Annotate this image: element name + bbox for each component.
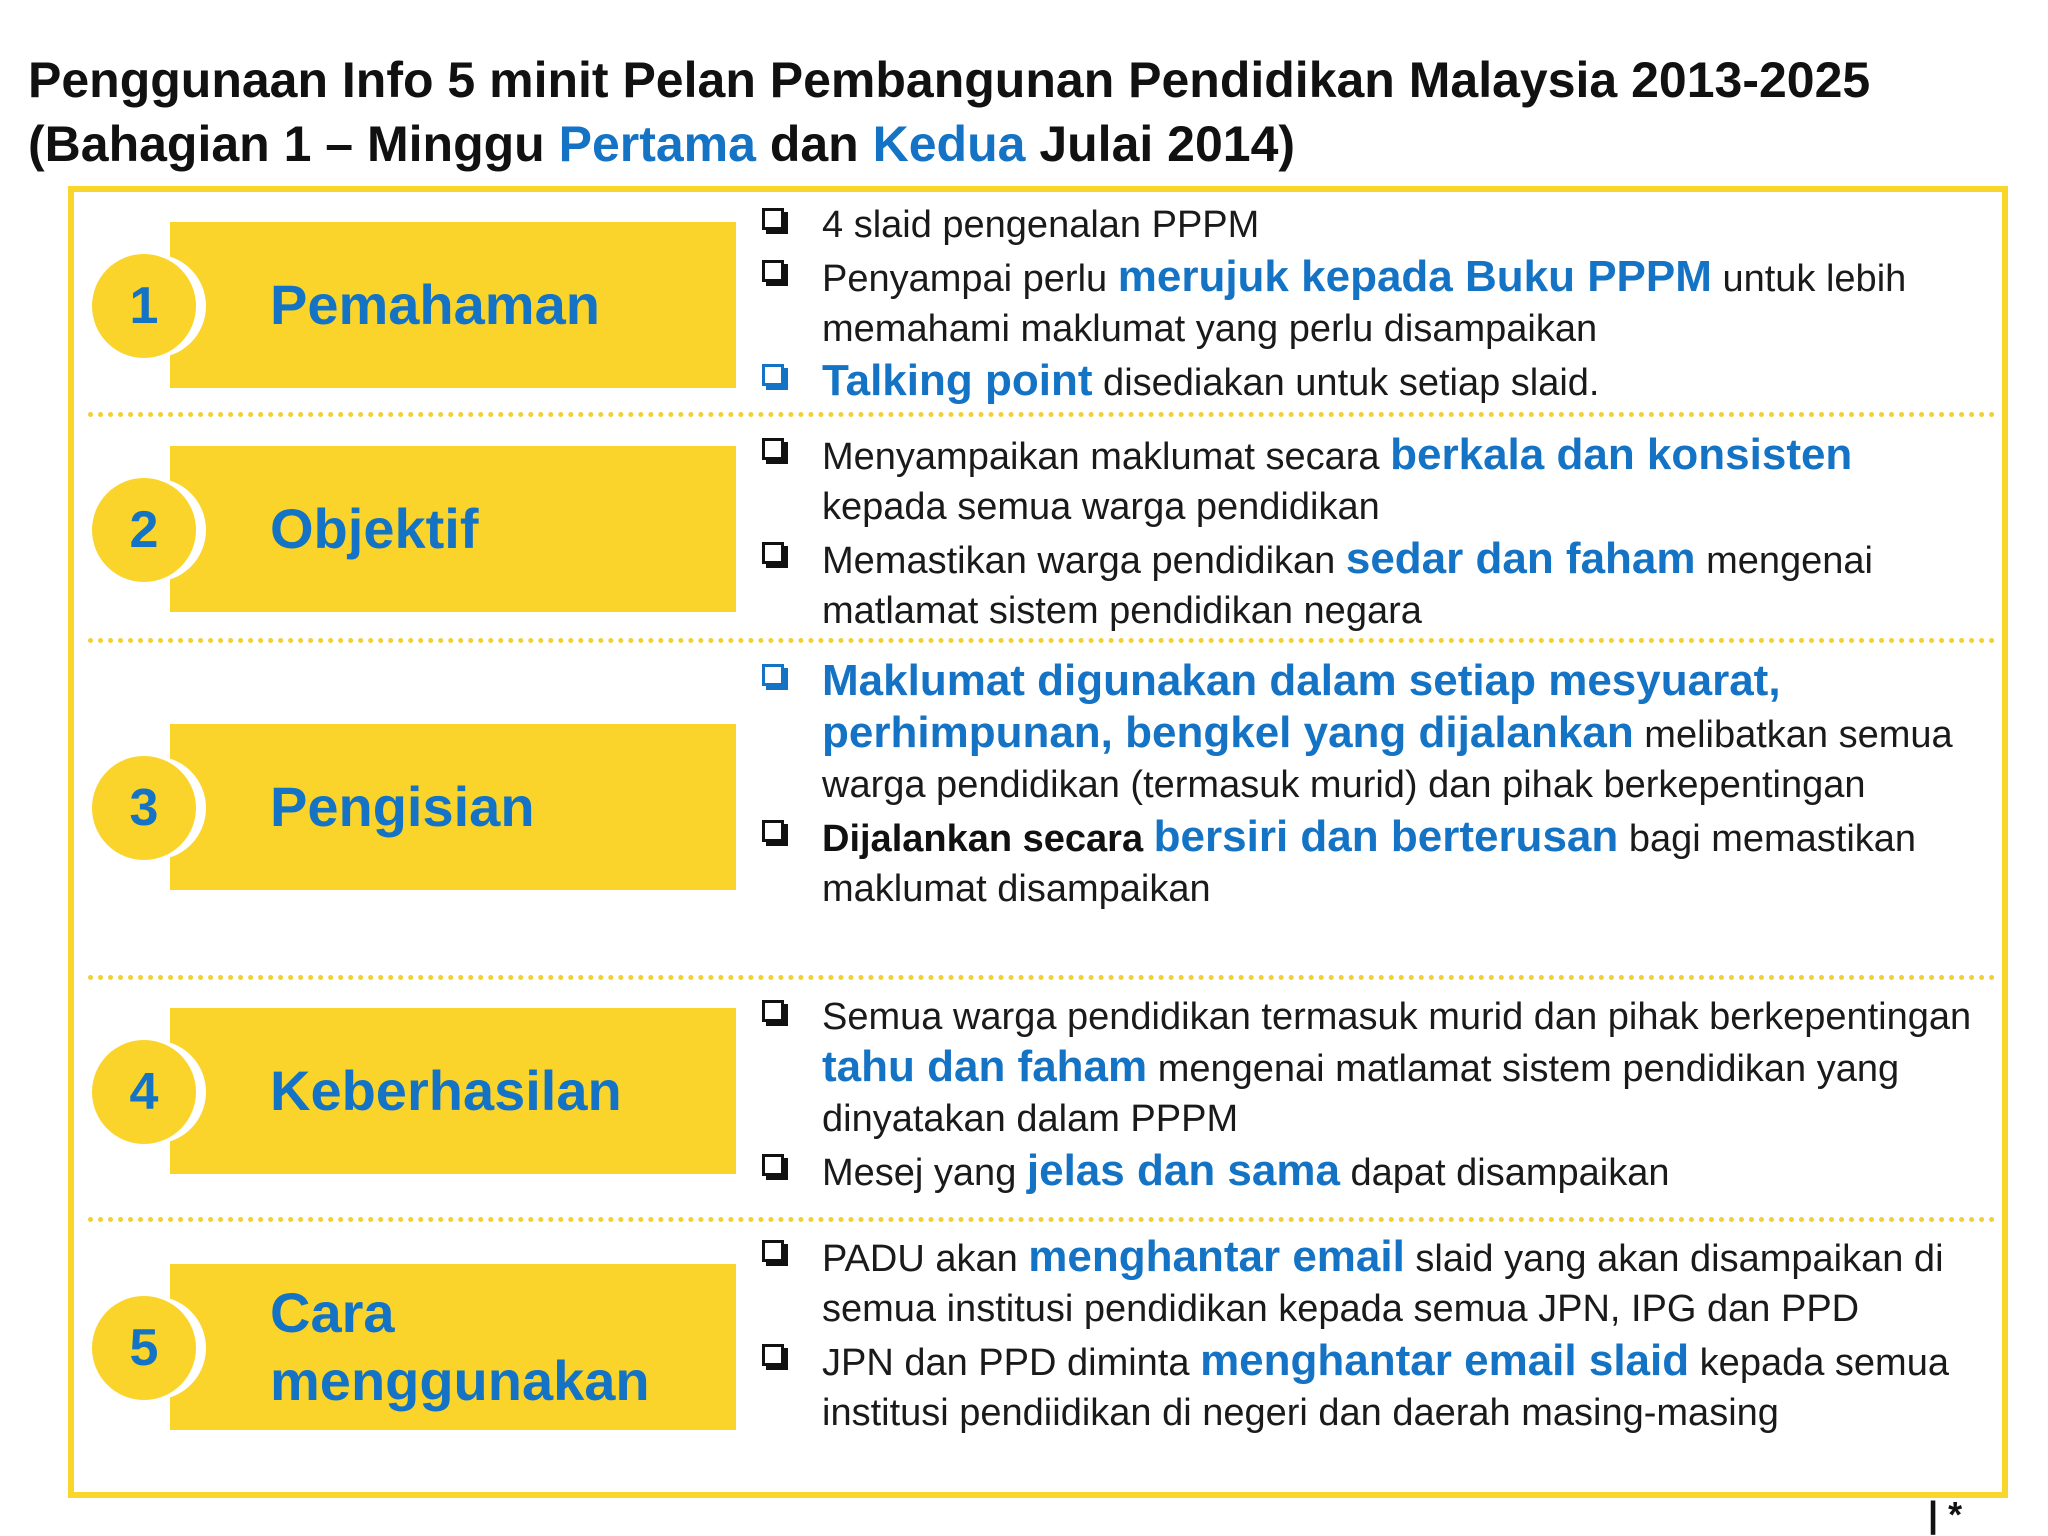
bullet-highlight: merujuk kepada Buku PPPM [1117, 252, 1712, 301]
checkbox-bullet-icon [762, 438, 784, 460]
section-number-badge: 2 [92, 478, 196, 582]
checkbox-bullet-icon [762, 1344, 784, 1366]
bullet-bold-text: Dijalankan secara [822, 818, 1154, 860]
bullet-text: disediakan untuk setiap slaid. [1092, 362, 1600, 404]
bullet-highlight: Maklumat digunakan dalam setiap mesyuarat, perhimpunan, bengkel yang dijalankan [822, 656, 1781, 757]
title-highlight-week-2: Kedua [872, 116, 1026, 172]
section-label-box [170, 446, 736, 612]
section-divider [88, 1217, 1996, 1222]
section-label: Objektif [270, 497, 479, 560]
bullet-item [760, 252, 1985, 354]
section-label-box [170, 222, 736, 388]
section-divider [88, 975, 1996, 980]
bullet-text: bagi memastikan maklumat disampaikan [822, 818, 1917, 910]
bullet-text: mengenai matlamat sistem pendidikan negara [822, 540, 1873, 632]
bullet-text: untuk lebih memahami maklumat yang perlu disampaikan [822, 258, 1907, 350]
bullet-item [760, 992, 1985, 1144]
title-text-3: Julai 2014) [1025, 116, 1296, 172]
bullet-text: kepada semua warga pendidikan [822, 486, 1380, 528]
section-number-badge: 3 [92, 756, 196, 860]
bullet-highlight: bersiri dan berterusan [1153, 812, 1619, 861]
bullet-text: Mesej yang [822, 1152, 1027, 1194]
section-label-box [170, 1008, 736, 1174]
section-label-box [170, 1264, 736, 1430]
bullet-text: mengenai matlamat sistem pendidikan yang dinyatakan dalam PPPM [822, 1048, 1900, 1140]
section-label: Pemahaman [270, 273, 600, 336]
section-bullets [760, 200, 1985, 410]
bullet-item [760, 356, 1985, 408]
checkbox-bullet-icon [762, 820, 784, 842]
section-number-badge: 5 [92, 1296, 196, 1400]
bullet-text: melibatkan semua warga pendidikan (termasuk murid) dan pihak berkepentingan [822, 714, 1953, 806]
bullet-highlight: sedar dan faham [1345, 534, 1696, 583]
checkbox-bullet-icon [762, 664, 784, 686]
title-highlight-week-1: Pertama [558, 116, 756, 172]
bullet-text: Semua warga pendidikan termasuk murid dan pihak berkepentingan [822, 996, 1972, 1038]
bullet-item [760, 534, 1985, 636]
checkbox-bullet-icon [762, 1240, 784, 1262]
bullet-text: kepada semua institusi pendiidikan di negeri dan daerah masing-masing [822, 1342, 1949, 1434]
bullet-text: Memastikan warga pendidikan [822, 540, 1346, 582]
page-title [28, 48, 2018, 176]
section-label: Pengisian [270, 775, 535, 838]
checkbox-bullet-icon [762, 1000, 784, 1022]
checkbox-bullet-icon [762, 542, 784, 564]
section-number-badge: 4 [92, 1040, 196, 1144]
section-label: Cara menggunakan [270, 1281, 650, 1412]
bullet-text: 4 slaid pengenalan PPPM [822, 204, 1260, 246]
bullet-text: slaid yang akan disampaikan di semua institusi pendidikan kepada semua JPN, IPG dan PPD [822, 1238, 1944, 1330]
bullet-text: JPN dan PPD diminta [822, 1342, 1201, 1384]
bullet-item [760, 656, 1985, 810]
bullet-highlight: menghantar email [1028, 1232, 1405, 1281]
bullet-item [760, 1336, 1985, 1438]
title-text: Penggunaan Info 5 minit Pelan Pembangunan Pendidikan Malaysia 2013-2025 (Bahagian 1 – Minggu [28, 52, 1871, 172]
section-label-box [170, 724, 736, 890]
section-number-badge: 1 [92, 254, 196, 358]
bullet-item [760, 812, 1985, 914]
section-label: Keberhasilan [270, 1059, 622, 1122]
bullet-highlight: berkala dan konsisten [1390, 430, 1853, 479]
section-bullets [760, 992, 1985, 1200]
slide-footer-mark: | * [1928, 1494, 1963, 1535]
section-bullets [760, 430, 1985, 638]
bullet-item [760, 1232, 1985, 1334]
bullet-text: Penyampai perlu [822, 258, 1118, 300]
checkbox-bullet-icon [762, 260, 784, 282]
bullet-text: PADU akan [822, 1238, 1029, 1280]
section-divider [88, 638, 1996, 643]
bullet-item [760, 1146, 1985, 1198]
bullet-highlight: Talking point [822, 356, 1093, 405]
bullet-highlight: menghantar email slaid [1200, 1336, 1690, 1385]
checkbox-bullet-icon [762, 364, 784, 386]
bullet-highlight: jelas dan sama [1026, 1146, 1340, 1195]
bullet-item [760, 200, 1985, 250]
bullet-text: Menyampaikan maklumat secara [822, 436, 1391, 478]
title-text-2: dan [755, 116, 873, 172]
bullet-item [760, 430, 1985, 532]
checkbox-bullet-icon [762, 208, 784, 230]
section-bullets [760, 656, 1985, 916]
checkbox-bullet-icon [762, 1154, 784, 1176]
section-divider [88, 412, 1996, 417]
bullet-text: dapat disampaikan [1339, 1152, 1670, 1194]
bullet-highlight: tahu dan faham [822, 1042, 1148, 1091]
section-bullets [760, 1232, 1985, 1440]
